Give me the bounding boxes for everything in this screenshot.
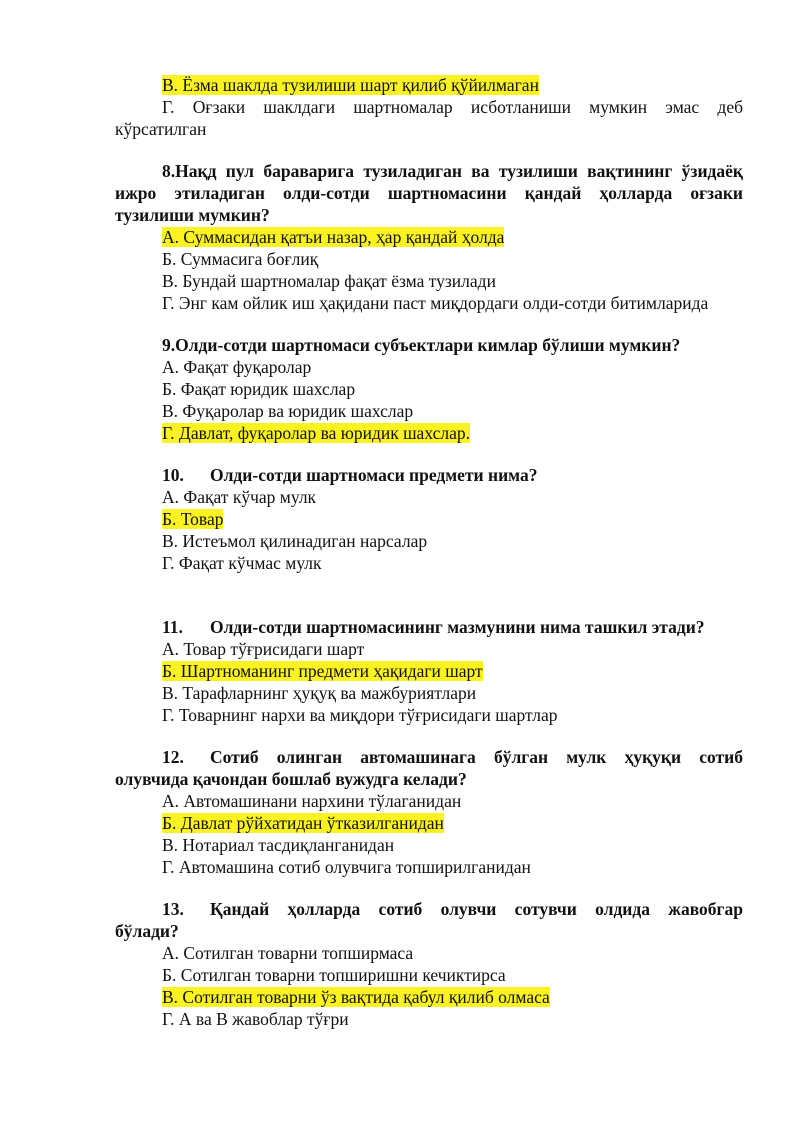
q8-option-v: В. Бундай шартномалар фақат ёзма тузилади bbox=[162, 271, 496, 291]
q9-option-g: Г. Давлат, фуқаролар ва юридик шахслар. bbox=[162, 423, 470, 443]
q12-option-b: Б. Давлат рўйхатидан ўтказилганидан bbox=[162, 813, 444, 833]
q10-option-g: Г. Фақат кўчмас мулк bbox=[162, 553, 322, 573]
q9-option-v: В. Фуқаролар ва юридик шахслар bbox=[162, 401, 414, 421]
q12-text-line1: Сотиб олинган автомашинага бўлган мулк ҳуқуқи сотиб bbox=[210, 747, 743, 767]
q13-title-line1 bbox=[115, 898, 743, 920]
document-page bbox=[115, 74, 743, 1030]
q10-option-v: В. Истеъмол қилинадиган нарсалар bbox=[162, 531, 428, 551]
intro-option-g-line1: Г. Оғзаки шаклдаги шартномалар исботланиши мумкин эмас деб bbox=[162, 97, 743, 117]
q12-option-g: Г. Автомашина сотиб олувчига топширилганидан bbox=[162, 857, 531, 877]
q11-text: Олди-сотди шартномасининг мазмунини нима ташкил этади? bbox=[210, 617, 705, 637]
q10-text: Олди-сотди шартномаси предмети нима? bbox=[210, 465, 538, 485]
q13-option-a: А. Сотилган товарни топширмаса bbox=[162, 943, 414, 963]
q13-text-line1: Қандай ҳолларда сотиб олувчи сотувчи олдида жавобгар bbox=[210, 899, 743, 919]
q8-option-a: А. Суммасидан қатъи назар, ҳар қандай ҳолда bbox=[162, 227, 505, 247]
q9-title: 9.Олди-сотди шартномаси субъектлари кимлар бўлиши мумкин? bbox=[162, 335, 681, 355]
q8-option-b: Б. Суммасига боғлиқ bbox=[162, 249, 319, 269]
intro-option-v: В. Ёзма шаклда тузилиши шарт қилиб қўйилмаган bbox=[162, 75, 539, 95]
q11-option-v: В. Тарафларнинг ҳуқуқ ва мажбуриятлари bbox=[162, 683, 477, 703]
q9-option-b: Б. Фақат юридик шахслар bbox=[162, 379, 356, 399]
q12-title-line1 bbox=[115, 746, 743, 768]
q13-option-g: Г. А ва В жавоблар тўғри bbox=[162, 1009, 349, 1029]
q13-option-v: В. Сотилган товарни ўз вақтида қабул қилиб олмаса bbox=[162, 987, 550, 1007]
q11-option-g: Г. Товарнинг нархи ва миқдори тўғрисидаги шартлар bbox=[162, 705, 558, 725]
q12-number: 12. bbox=[162, 747, 184, 767]
q10-number: 10. bbox=[162, 465, 184, 485]
q8-option-g: Г. Энг кам ойлик иш ҳақидани паст миқдордаги олди-сотди битимларида bbox=[162, 293, 709, 313]
q13-option-b: Б. Сотилган товарни топширишни кечиктирса bbox=[162, 965, 506, 985]
q12-option-v: В. Нотариал тасдиқланганидан bbox=[162, 835, 395, 855]
intro-option-g-line2: кўрсатилган bbox=[115, 119, 207, 139]
q13-number: 13. bbox=[162, 899, 184, 919]
q12-option-a: А. Автомашинани нархини тўлаганидан bbox=[162, 791, 462, 811]
q8-title-line3: тузилиши мумкин? bbox=[115, 205, 270, 225]
q11-number: 11. bbox=[162, 617, 183, 637]
q8-title-line1: 8.Нақд пул бараварига тузиладиган ва тузилиши вақтининг ўзидаёқ bbox=[162, 161, 743, 181]
q8-title-line2: ижро этиладиган олди-сотди шартномасини қандай ҳолларда оғзаки bbox=[115, 183, 743, 203]
q12-title-line2: олувчида қачондан бошлаб вужудга келади? bbox=[115, 769, 467, 789]
q11-title bbox=[115, 616, 743, 638]
q10-title bbox=[115, 464, 743, 486]
q10-option-a: А. Фақат кўчар мулк bbox=[162, 487, 317, 507]
q11-option-b: Б. Шартноманинг предмети ҳақидаги шарт bbox=[162, 661, 483, 681]
q10-option-b: Б. Товар bbox=[162, 509, 224, 529]
q9-option-a: А. Фақат фуқаролар bbox=[162, 357, 312, 377]
q13-title-line2: бўлади? bbox=[115, 921, 179, 941]
q11-option-a: А. Товар тўғрисидаги шарт bbox=[162, 639, 365, 659]
